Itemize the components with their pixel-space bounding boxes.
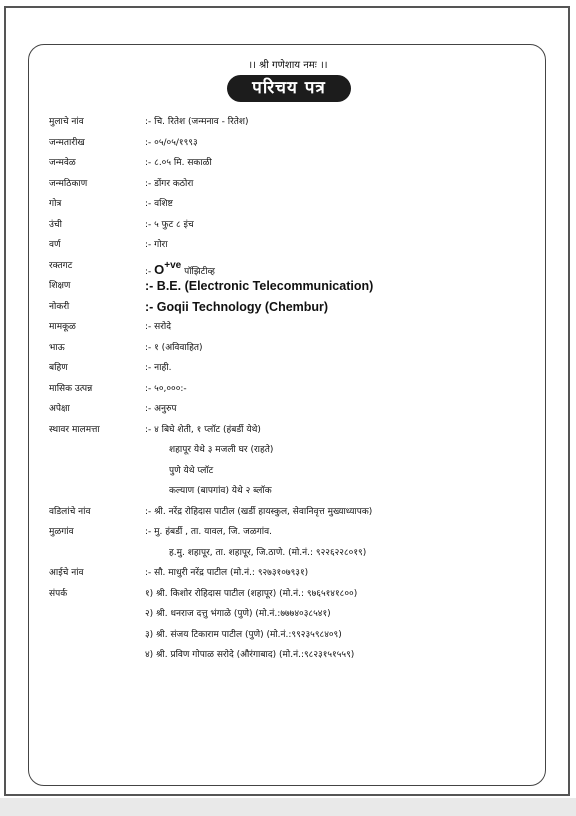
row-label: मामकूळ <box>49 322 76 332</box>
row-sister <box>49 358 559 379</box>
row-label: वर्ण <box>49 240 61 250</box>
row-value: :- B.E. (Electronic Telecommunication) <box>145 279 374 293</box>
row-label: आईचे नांव <box>49 568 84 578</box>
row-contact-cont <box>49 645 559 666</box>
row-income <box>49 379 559 400</box>
row-value: शहापूर येथे ३ मजली घर (राहते) <box>169 445 274 455</box>
row-property-cont <box>49 461 559 482</box>
row-mother <box>49 563 559 584</box>
row-label: जन्मठिकाण <box>49 178 88 189</box>
row-property <box>49 420 559 441</box>
row-label: जन्मवेळ <box>49 158 76 168</box>
row-value: :- अनुरुप <box>145 404 177 414</box>
row-label: अपेक्षा <box>49 404 70 414</box>
row-label: स्थावर मालमत्ता <box>49 424 100 435</box>
row-label: उंची <box>49 219 62 230</box>
row-value: कल्याण (बापगांव) येथे २ ब्लॉक <box>169 486 272 496</box>
row-value: :- डोंगर कठोरा <box>145 178 194 189</box>
row-native-place <box>49 522 559 543</box>
row-label: मुळगांव <box>49 527 74 537</box>
row-contact <box>49 584 559 605</box>
row-value: :- ८.०५ मि. सकाळी <box>145 158 212 168</box>
row-value: :- Goqii Technology (Chembur) <box>145 299 329 314</box>
row-complexion <box>49 235 559 256</box>
row-label: मासिक उत्पन्न <box>49 383 93 394</box>
row-value: :- ५०,०००:- <box>145 383 187 394</box>
blood-suffix: पॉझिटीव्ह <box>181 266 215 277</box>
row-value: ह.मु. शहापूर, ता. शहापूर, जि.ठाणे. (मो.नं.: ९२२६२२८०१९) <box>169 547 367 558</box>
row-label: मुलाचे नांव <box>49 117 84 127</box>
row-value: :- ५ फुट ८ इंच <box>145 219 194 230</box>
row-property-cont <box>49 440 559 461</box>
row-label: रक्तगट <box>49 260 73 271</box>
bottom-strip <box>0 798 576 816</box>
row-value: :- ०५/०५/१९९३ <box>145 137 198 148</box>
row-father <box>49 502 559 523</box>
row-name <box>49 112 559 133</box>
row-birth-place <box>49 174 559 195</box>
row-brother <box>49 338 559 359</box>
row-value: ३) श्री. संजय टिकाराम पाटील (पुणे) (मो.नं.:९९२३५९८४०९) <box>145 629 342 640</box>
title-badge: परिचय पत्र <box>227 75 351 102</box>
row-value: :- वशिष्ट <box>145 199 173 209</box>
row-label: वडिलांचे नांव <box>49 506 91 517</box>
row-label: नोकरी <box>49 301 70 312</box>
row-label: जन्मतारीख <box>49 137 85 148</box>
row-value: :- नाही. <box>145 363 172 373</box>
row-value: १) श्री. किशोर रोहिदास पाटील (शहापूर) (मो.नं.: ९७६५१४१८००) <box>145 588 358 599</box>
blood-letter: O <box>154 261 165 277</box>
row-contact-cont <box>49 604 559 625</box>
blood-prefix: :- <box>145 266 155 277</box>
row-value: :- मु. हंबर्डी , ता. यावल, जि. जळगांव. <box>145 527 272 537</box>
row-expectation <box>49 399 559 420</box>
row-native-place-cont <box>49 543 559 564</box>
row-value: पुणे येथे प्लॉट <box>169 465 214 476</box>
row-blood-group <box>49 256 559 277</box>
row-birth-time <box>49 153 559 174</box>
blood-sign: +ve <box>164 259 182 271</box>
row-label: गोत्र <box>49 199 62 209</box>
row-value: :- ४ बिघे शेती, १ प्लॉट (हंबर्डी येथे) <box>145 424 261 435</box>
row-value: :- सरोदे <box>145 322 172 332</box>
row-height <box>49 215 559 236</box>
row-birth-date <box>49 133 559 154</box>
row-value: ४) श्री. प्रविण गोपाळ सरोदे (औरंगाबाद) (मो.नं.:९८२३१५१५५९) <box>145 650 355 660</box>
row-contact-cont <box>49 625 559 646</box>
row-value: २) श्री. धनराज दत्तु भंगाळे (पुणे) (मो.नं.:७७७४०३८५४१) <box>145 609 331 619</box>
row-value: :- चि. रितेश (जन्मनाव - रितेश) <box>145 117 249 127</box>
row-label: बहिण <box>49 363 68 373</box>
invocation-line: ।। श्री गणेशाय नमः ।। <box>248 60 328 71</box>
row-gotra <box>49 194 559 215</box>
row-value: :- गोरा <box>145 240 168 250</box>
row-label: संपर्क <box>49 588 68 599</box>
row-label: शिक्षण <box>49 281 71 291</box>
row-education <box>49 276 559 297</box>
row-value: :- सौ. माधुरी नरेंद्र पाटील (मो.नं.: ९२७३१०७९३१) <box>145 568 309 578</box>
biodata-list <box>49 112 559 666</box>
row-value: :- १ (अविवाहित) <box>145 342 203 353</box>
row-value: :- श्री. नरेंद्र रोहिदास पाटील (खर्डी हायस्कुल, सेवानिवृत्त मुख्याध्यापक) <box>145 506 373 517</box>
row-label: भाऊ <box>49 342 65 353</box>
row-job <box>49 297 559 318</box>
row-maternal-family <box>49 317 559 338</box>
row-property-cont <box>49 481 559 502</box>
